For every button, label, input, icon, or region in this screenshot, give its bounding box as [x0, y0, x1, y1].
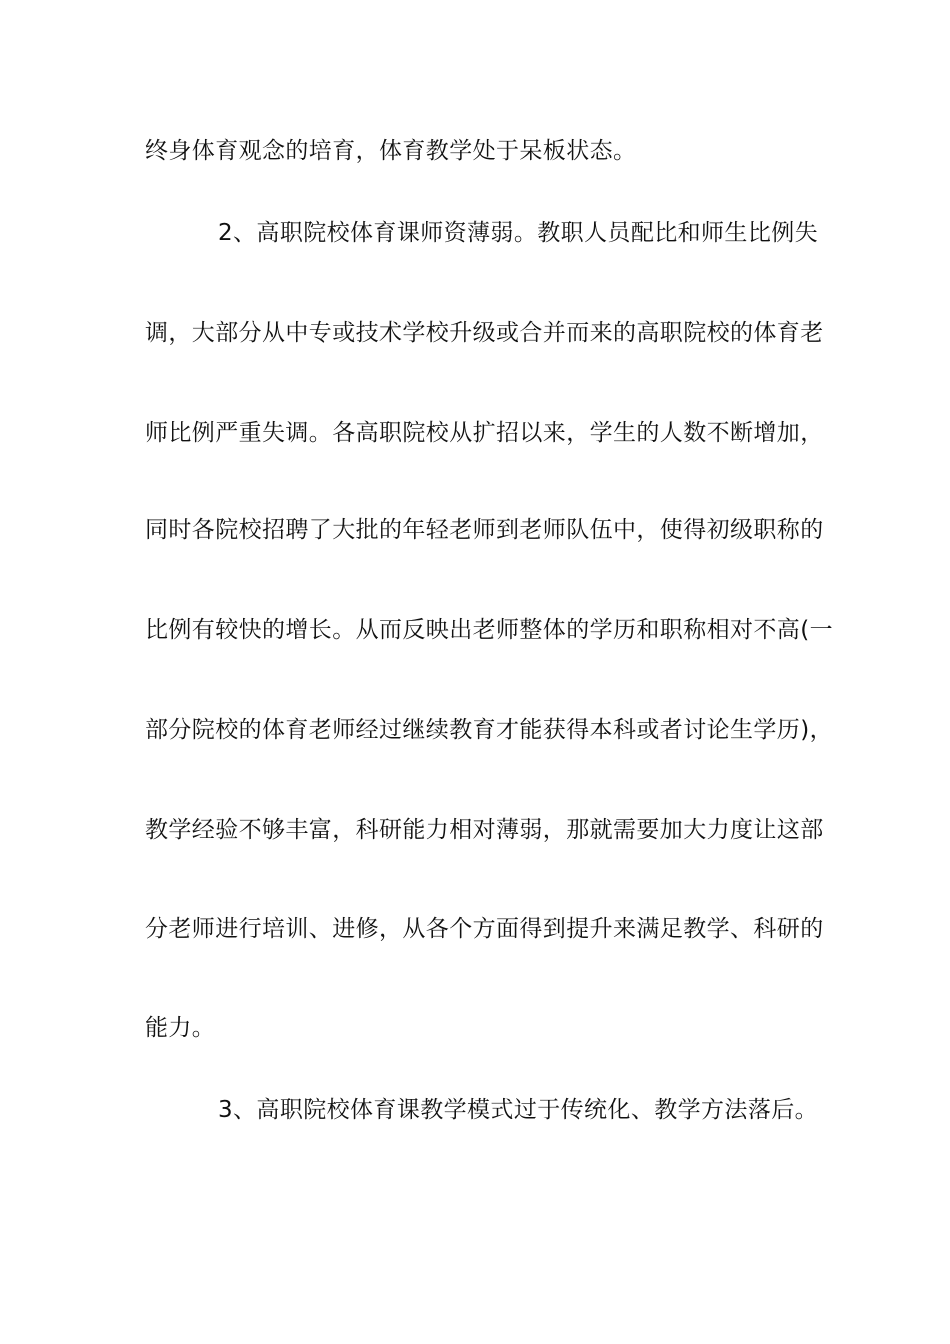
text-line-5: 同时各院校招聘了大批的年轻老师到老师队伍中，使得初级职称的 [145, 517, 824, 543]
text-line-9: 分老师进行培训、进修，从各个方面得到提升来满足教学、科研的 [145, 916, 824, 942]
text-line-3: 调，大部分从中专或技术学校升级或合并而来的高职院校的体育老 [145, 320, 824, 346]
text-line-7: 部分院校的体育老师经过继续教育才能获得本科或者讨论生学历)， [145, 717, 833, 743]
text-line-4: 师比例严重失调。各高职院校从扩招以来，学生的人数不断增加， [145, 420, 824, 446]
text-line-6: 比例有较快的增长。从而反映出老师整体的学历和职称相对不高(一 [145, 617, 833, 643]
text-line-2: 2、高职院校体育课师资薄弱。教职人员配比和师生比例失 [218, 220, 819, 246]
text-line-10: 能力。 [145, 1015, 216, 1041]
text-line-8: 教学经验不够丰富，科研能力相对薄弱，那就需要加大力度让这部 [145, 817, 824, 843]
text-line-11: 3、高职院校体育课教学模式过于传统化、教学方法落后。 [218, 1097, 819, 1123]
text-line-1: 终身体育观念的培育，体育教学处于呆板状态。 [145, 138, 637, 164]
